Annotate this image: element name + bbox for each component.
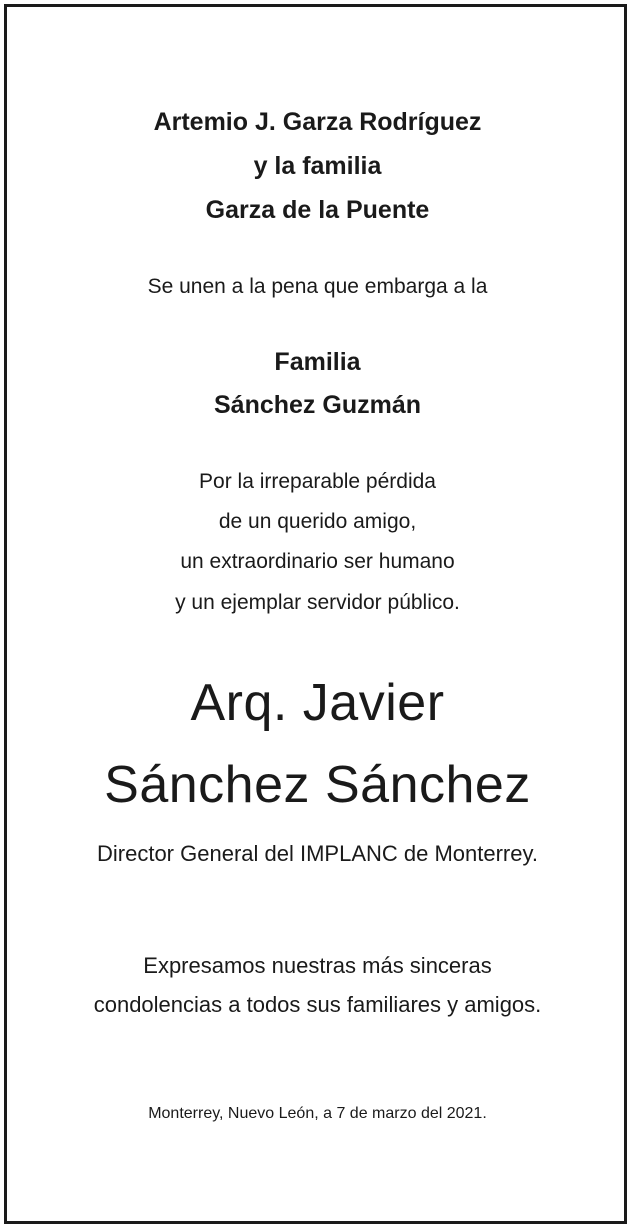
sender-family-label: y la familia — [253, 152, 382, 180]
loss-line-4: y un ejemplar servidor público. — [175, 591, 460, 614]
sender-name: Artemio J. Garza Rodríguez — [153, 108, 482, 136]
loss-line-1: Por la irreparable pérdida — [199, 470, 436, 493]
bereaved-family-name: Sánchez Guzmán — [214, 391, 421, 419]
deceased-name-line-2: Sánchez Sánchez — [104, 756, 531, 814]
bereaved-family-label: Familia — [274, 348, 361, 376]
condolences-line-1: Expresamos nuestras más sinceras — [143, 953, 492, 978]
deceased-position: Director General del IMPLANC de Monterrey. — [97, 841, 538, 866]
loss-line-2: de un querido amigo, — [218, 510, 417, 533]
loss-line-3: un extraordinario ser humano — [180, 550, 455, 573]
place-and-date: Monterrey, Nuevo León, a 7 de marzo del 2021. — [148, 1105, 487, 1122]
sender-family-name: Garza de la Puente — [205, 196, 430, 224]
deceased-name-line-1: Arq. Javier — [190, 674, 445, 732]
intro-text: Se unen a la pena que embarga a la — [147, 275, 488, 298]
condolences-line-2: condolencias a todos sus familiares y amigos. — [93, 992, 542, 1017]
